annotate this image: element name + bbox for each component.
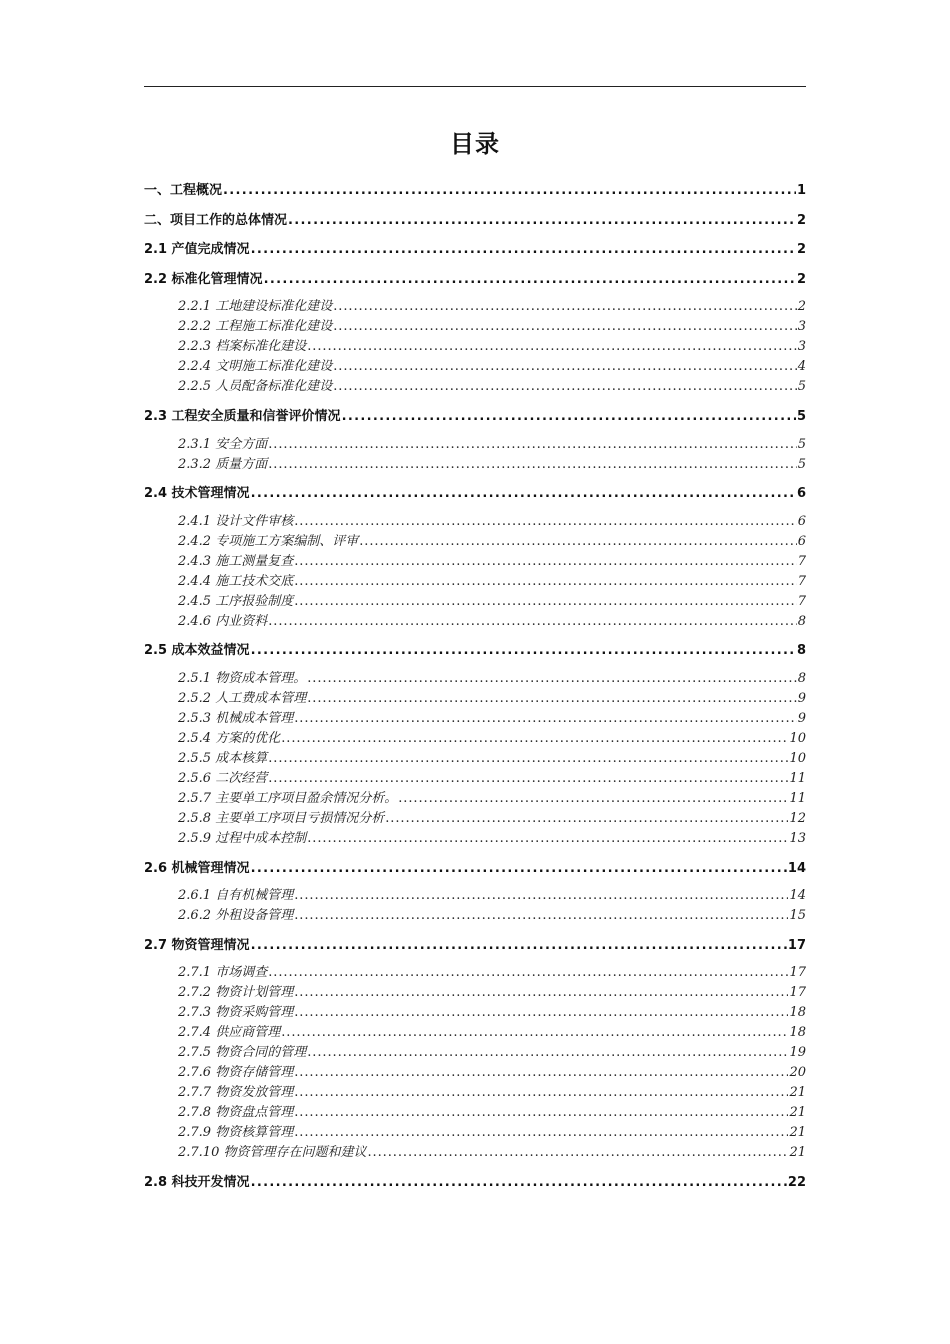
toc-page-number: 7 — [797, 573, 806, 589]
toc-page-number: 3 — [797, 339, 806, 355]
dot-leader — [251, 488, 796, 501]
dot-leader — [268, 616, 797, 629]
toc-page-number: 2 — [796, 212, 806, 228]
dot-leader — [251, 244, 796, 257]
toc-subentry[interactable] — [144, 1100, 806, 1120]
toc-entry-label: 2.4.4 施工技术交底 — [178, 573, 294, 589]
toc-entry-label: 2.5.7 主要单工序项目盈余情况分析。 — [178, 790, 398, 806]
toc-subentry[interactable] — [144, 746, 806, 766]
toc-page-number: 21 — [789, 1105, 806, 1121]
toc-subentry[interactable] — [144, 549, 806, 569]
dot-leader — [268, 439, 797, 452]
dot-leader — [268, 459, 797, 472]
dot-leader — [307, 833, 788, 846]
toc-page-number: 8 — [797, 613, 806, 629]
toc-page-number: 13 — [789, 830, 806, 846]
toc-subentry[interactable] — [144, 334, 806, 354]
table-of-contents — [144, 178, 806, 1200]
toc-page-number: 6 — [796, 486, 806, 502]
toc-subentry[interactable] — [144, 806, 806, 826]
toc-subentry-group — [144, 666, 806, 846]
dot-leader — [288, 215, 796, 228]
toc-page-number: 8 — [796, 643, 806, 659]
toc-subentry-group — [144, 960, 806, 1160]
toc-entry-label: 2.8 科技开发情况 — [144, 1174, 250, 1190]
toc-entry-label: 2.5 成本效益情况 — [144, 643, 250, 659]
toc-page-number: 17 — [787, 937, 806, 953]
toc-page-number: 18 — [789, 1025, 806, 1041]
toc-page-number: 10 — [789, 750, 806, 766]
toc-subentry[interactable] — [144, 589, 806, 609]
toc-subentry-group — [144, 883, 806, 923]
toc-entry-label: 2.2.5 人员配备标准化建设 — [178, 379, 333, 395]
toc-entry[interactable] — [144, 178, 806, 198]
toc-subentry[interactable] — [144, 374, 806, 394]
toc-entry-label: 2.6.1 自有机械管理 — [178, 888, 294, 904]
toc-entry-label: 2.2.3 档案标准化建设 — [178, 339, 307, 355]
dot-leader — [294, 910, 788, 923]
toc-entry-label: 2.5.2 人工费成本管理 — [178, 690, 307, 706]
toc-entry-label: 2.5.6 二次经营 — [178, 770, 268, 786]
toc-entry-label: 2.2 标准化管理情况 — [144, 271, 263, 287]
toc-entry-label: 2.3 工程安全质量和信誉评价情况 — [144, 408, 341, 424]
toc-page-number: 2 — [796, 242, 806, 258]
toc-entry-label: 2.5.4 方案的优化 — [178, 730, 281, 746]
toc-subentry[interactable] — [144, 1060, 806, 1080]
dot-leader — [359, 536, 797, 549]
toc-page-number: 8 — [797, 670, 806, 686]
toc-entry-label: 2.6 机械管理情况 — [144, 860, 250, 876]
toc-entry[interactable] — [144, 481, 806, 501]
dot-leader — [294, 516, 797, 529]
dot-leader — [251, 1177, 787, 1190]
toc-entry-label: 2.3.2 质量方面 — [178, 456, 268, 472]
toc-subentry[interactable] — [144, 1140, 806, 1160]
toc-page-number: 19 — [789, 1045, 806, 1061]
dot-leader — [333, 361, 797, 374]
toc-subentry[interactable] — [144, 960, 806, 980]
toc-page-number: 7 — [797, 593, 806, 609]
toc-subentry[interactable] — [144, 509, 806, 529]
dot-leader — [294, 890, 788, 903]
toc-entry[interactable] — [144, 856, 806, 876]
toc-entry[interactable] — [144, 267, 806, 287]
toc-subentry[interactable] — [144, 1020, 806, 1040]
toc-page-number: 15 — [789, 908, 806, 924]
dot-leader — [294, 1127, 788, 1140]
toc-entry-label: 2.4.6 内业资料 — [178, 613, 268, 629]
toc-page-number: 18 — [789, 1005, 806, 1021]
toc-entry-label: 2.4.3 施工测量复查 — [178, 553, 294, 569]
toc-page-number: 21 — [789, 1125, 806, 1141]
toc-page-number: 9 — [797, 710, 806, 726]
toc-subentry[interactable] — [144, 452, 806, 472]
toc-subentry[interactable] — [144, 314, 806, 334]
toc-entry-label: 2.7.5 物资合同的管理 — [178, 1045, 307, 1061]
toc-page-number: 3 — [797, 319, 806, 335]
toc-page-number: 5 — [796, 408, 806, 424]
toc-entry-label: 2.7.8 物资盘点管理 — [178, 1105, 294, 1121]
toc-entry-label: 2.3.1 安全方面 — [178, 436, 268, 452]
dot-leader — [307, 693, 797, 706]
toc-page-number: 11 — [789, 770, 806, 786]
dot-leader — [367, 1147, 788, 1160]
toc-subentry[interactable] — [144, 726, 806, 746]
toc-entry-label: 2.7.7 物资发放管理 — [178, 1085, 294, 1101]
toc-entry-label: 2.5.3 机械成本管理 — [178, 710, 294, 726]
toc-subentry[interactable] — [144, 1040, 806, 1060]
toc-entry[interactable] — [144, 404, 806, 424]
toc-entry-label: 2.4.2 专项施工方案编制、评审 — [178, 533, 359, 549]
toc-subentry[interactable] — [144, 1000, 806, 1020]
dot-leader — [223, 185, 796, 198]
dot-leader — [251, 940, 787, 953]
toc-entry-label: 2.5.8 主要单工序项目亏损情况分析 — [178, 810, 385, 826]
toc-page-number: 22 — [787, 1174, 806, 1190]
toc-subentry-group — [144, 509, 806, 629]
toc-subentry[interactable] — [144, 1120, 806, 1140]
dot-leader — [281, 733, 788, 746]
dot-leader — [307, 341, 797, 354]
toc-subentry[interactable] — [144, 432, 806, 452]
toc-entry-label: 一、工程概况 — [144, 183, 223, 198]
dot-leader — [294, 556, 797, 569]
dot-leader — [294, 596, 797, 609]
toc-page-number: 21 — [789, 1085, 806, 1101]
toc-entry-label: 2.7.10 物资管理存在问题和建议 — [178, 1145, 367, 1161]
toc-subentry[interactable] — [144, 609, 806, 629]
toc-entry-label: 2.5.9 过程中成本控制 — [178, 830, 307, 846]
toc-page-number: 2 — [796, 271, 806, 287]
toc-page-number: 17 — [789, 965, 806, 981]
toc-subentry[interactable] — [144, 786, 806, 806]
toc-page-number: 7 — [797, 553, 806, 569]
toc-subentry[interactable] — [144, 826, 806, 846]
dot-leader — [294, 576, 797, 589]
dot-leader — [281, 1027, 788, 1040]
toc-page-number: 17 — [789, 985, 806, 1001]
dot-leader — [268, 967, 788, 980]
toc-entry-label: 2.2.4 文明施工标准化建设 — [178, 359, 333, 375]
toc-entry-label: 2.7.2 物资计划管理 — [178, 985, 294, 1001]
dot-leader — [251, 645, 796, 658]
toc-page-number: 6 — [797, 513, 806, 529]
toc-page-number: 4 — [797, 359, 806, 375]
toc-entry-label: 2.6.2 外租设备管理 — [178, 908, 294, 924]
header-rule — [144, 86, 806, 87]
toc-page-number: 2 — [797, 299, 806, 315]
toc-entry-label: 2.7.9 物资核算管理 — [178, 1125, 294, 1141]
toc-entry[interactable] — [144, 638, 806, 658]
toc-subentry[interactable] — [144, 903, 806, 923]
dot-leader — [333, 381, 797, 394]
toc-entry-label: 二、项目工作的总体情况 — [144, 212, 288, 228]
toc-entry-label: 2.5.1 物资成本管理。 — [178, 670, 307, 686]
toc-page-number: 14 — [789, 888, 806, 904]
toc-title: 目录 — [450, 130, 500, 158]
dot-leader — [398, 793, 788, 806]
dot-leader — [294, 1067, 788, 1080]
toc-entry-label: 2.7.4 供应商管理 — [178, 1025, 281, 1041]
toc-page-number: 12 — [789, 810, 806, 826]
toc-entry[interactable] — [144, 1170, 806, 1190]
toc-subentry[interactable] — [144, 354, 806, 374]
toc-entry-label: 2.5.5 成本核算 — [178, 750, 268, 766]
toc-subentry[interactable] — [144, 529, 806, 549]
toc-entry-label: 2.7 物资管理情况 — [144, 937, 250, 953]
toc-entry-label: 2.4.5 工序报验制度 — [178, 593, 294, 609]
toc-entry-label: 2.2.2 工程施工标准化建设 — [178, 319, 333, 335]
toc-subentry-group — [144, 294, 806, 394]
toc-subentry[interactable] — [144, 294, 806, 314]
dot-leader — [294, 987, 788, 1000]
toc-subentry[interactable] — [144, 883, 806, 903]
toc-entry[interactable] — [144, 933, 806, 953]
dot-leader — [294, 713, 797, 726]
toc-page-number: 5 — [797, 379, 806, 395]
toc-entry-label: 2.4.1 设计文件审核 — [178, 513, 294, 529]
toc-page-number: 10 — [789, 730, 806, 746]
toc-entry-label: 2.7.3 物资采购管理 — [178, 1005, 294, 1021]
dot-leader — [294, 1107, 788, 1120]
toc-subentry[interactable] — [144, 686, 806, 706]
dot-leader — [333, 301, 797, 314]
toc-page-number: 11 — [789, 790, 806, 806]
toc-entry-label: 2.1 产值完成情况 — [144, 242, 250, 258]
toc-page-number: 21 — [789, 1145, 806, 1161]
dot-leader — [333, 321, 797, 334]
toc-entry-label: 2.4 技术管理情况 — [144, 486, 250, 502]
toc-page-number: 5 — [797, 436, 806, 452]
toc-subentry[interactable] — [144, 980, 806, 1000]
toc-page-number: 5 — [797, 456, 806, 472]
dot-leader — [385, 813, 788, 826]
toc-entry[interactable] — [144, 237, 806, 257]
toc-page-number: 6 — [797, 533, 806, 549]
toc-page-number: 9 — [797, 690, 806, 706]
toc-entry-label: 2.7.6 物资存储管理 — [178, 1065, 294, 1081]
toc-page-number: 20 — [789, 1065, 806, 1081]
toc-subentry[interactable] — [144, 706, 806, 726]
toc-subentry[interactable] — [144, 1080, 806, 1100]
dot-leader — [307, 1047, 788, 1060]
toc-subentry[interactable] — [144, 766, 806, 786]
toc-entry[interactable] — [144, 208, 806, 228]
toc-entry-label: 2.7.1 市场调查 — [178, 965, 268, 981]
dot-leader — [342, 411, 796, 424]
toc-subentry[interactable] — [144, 666, 806, 686]
dot-leader — [294, 1087, 788, 1100]
toc-page-number: 14 — [787, 860, 806, 876]
dot-leader — [268, 773, 788, 786]
dot-leader — [251, 863, 787, 876]
toc-entry-label: 2.2.1 工地建设标准化建设 — [178, 299, 333, 315]
dot-leader — [307, 673, 797, 686]
toc-page-number: 1 — [796, 183, 806, 198]
dot-leader — [268, 753, 788, 766]
toc-subentry-group — [144, 432, 806, 472]
dot-leader — [264, 274, 796, 287]
dot-leader — [294, 1007, 788, 1020]
toc-subentry[interactable] — [144, 569, 806, 589]
